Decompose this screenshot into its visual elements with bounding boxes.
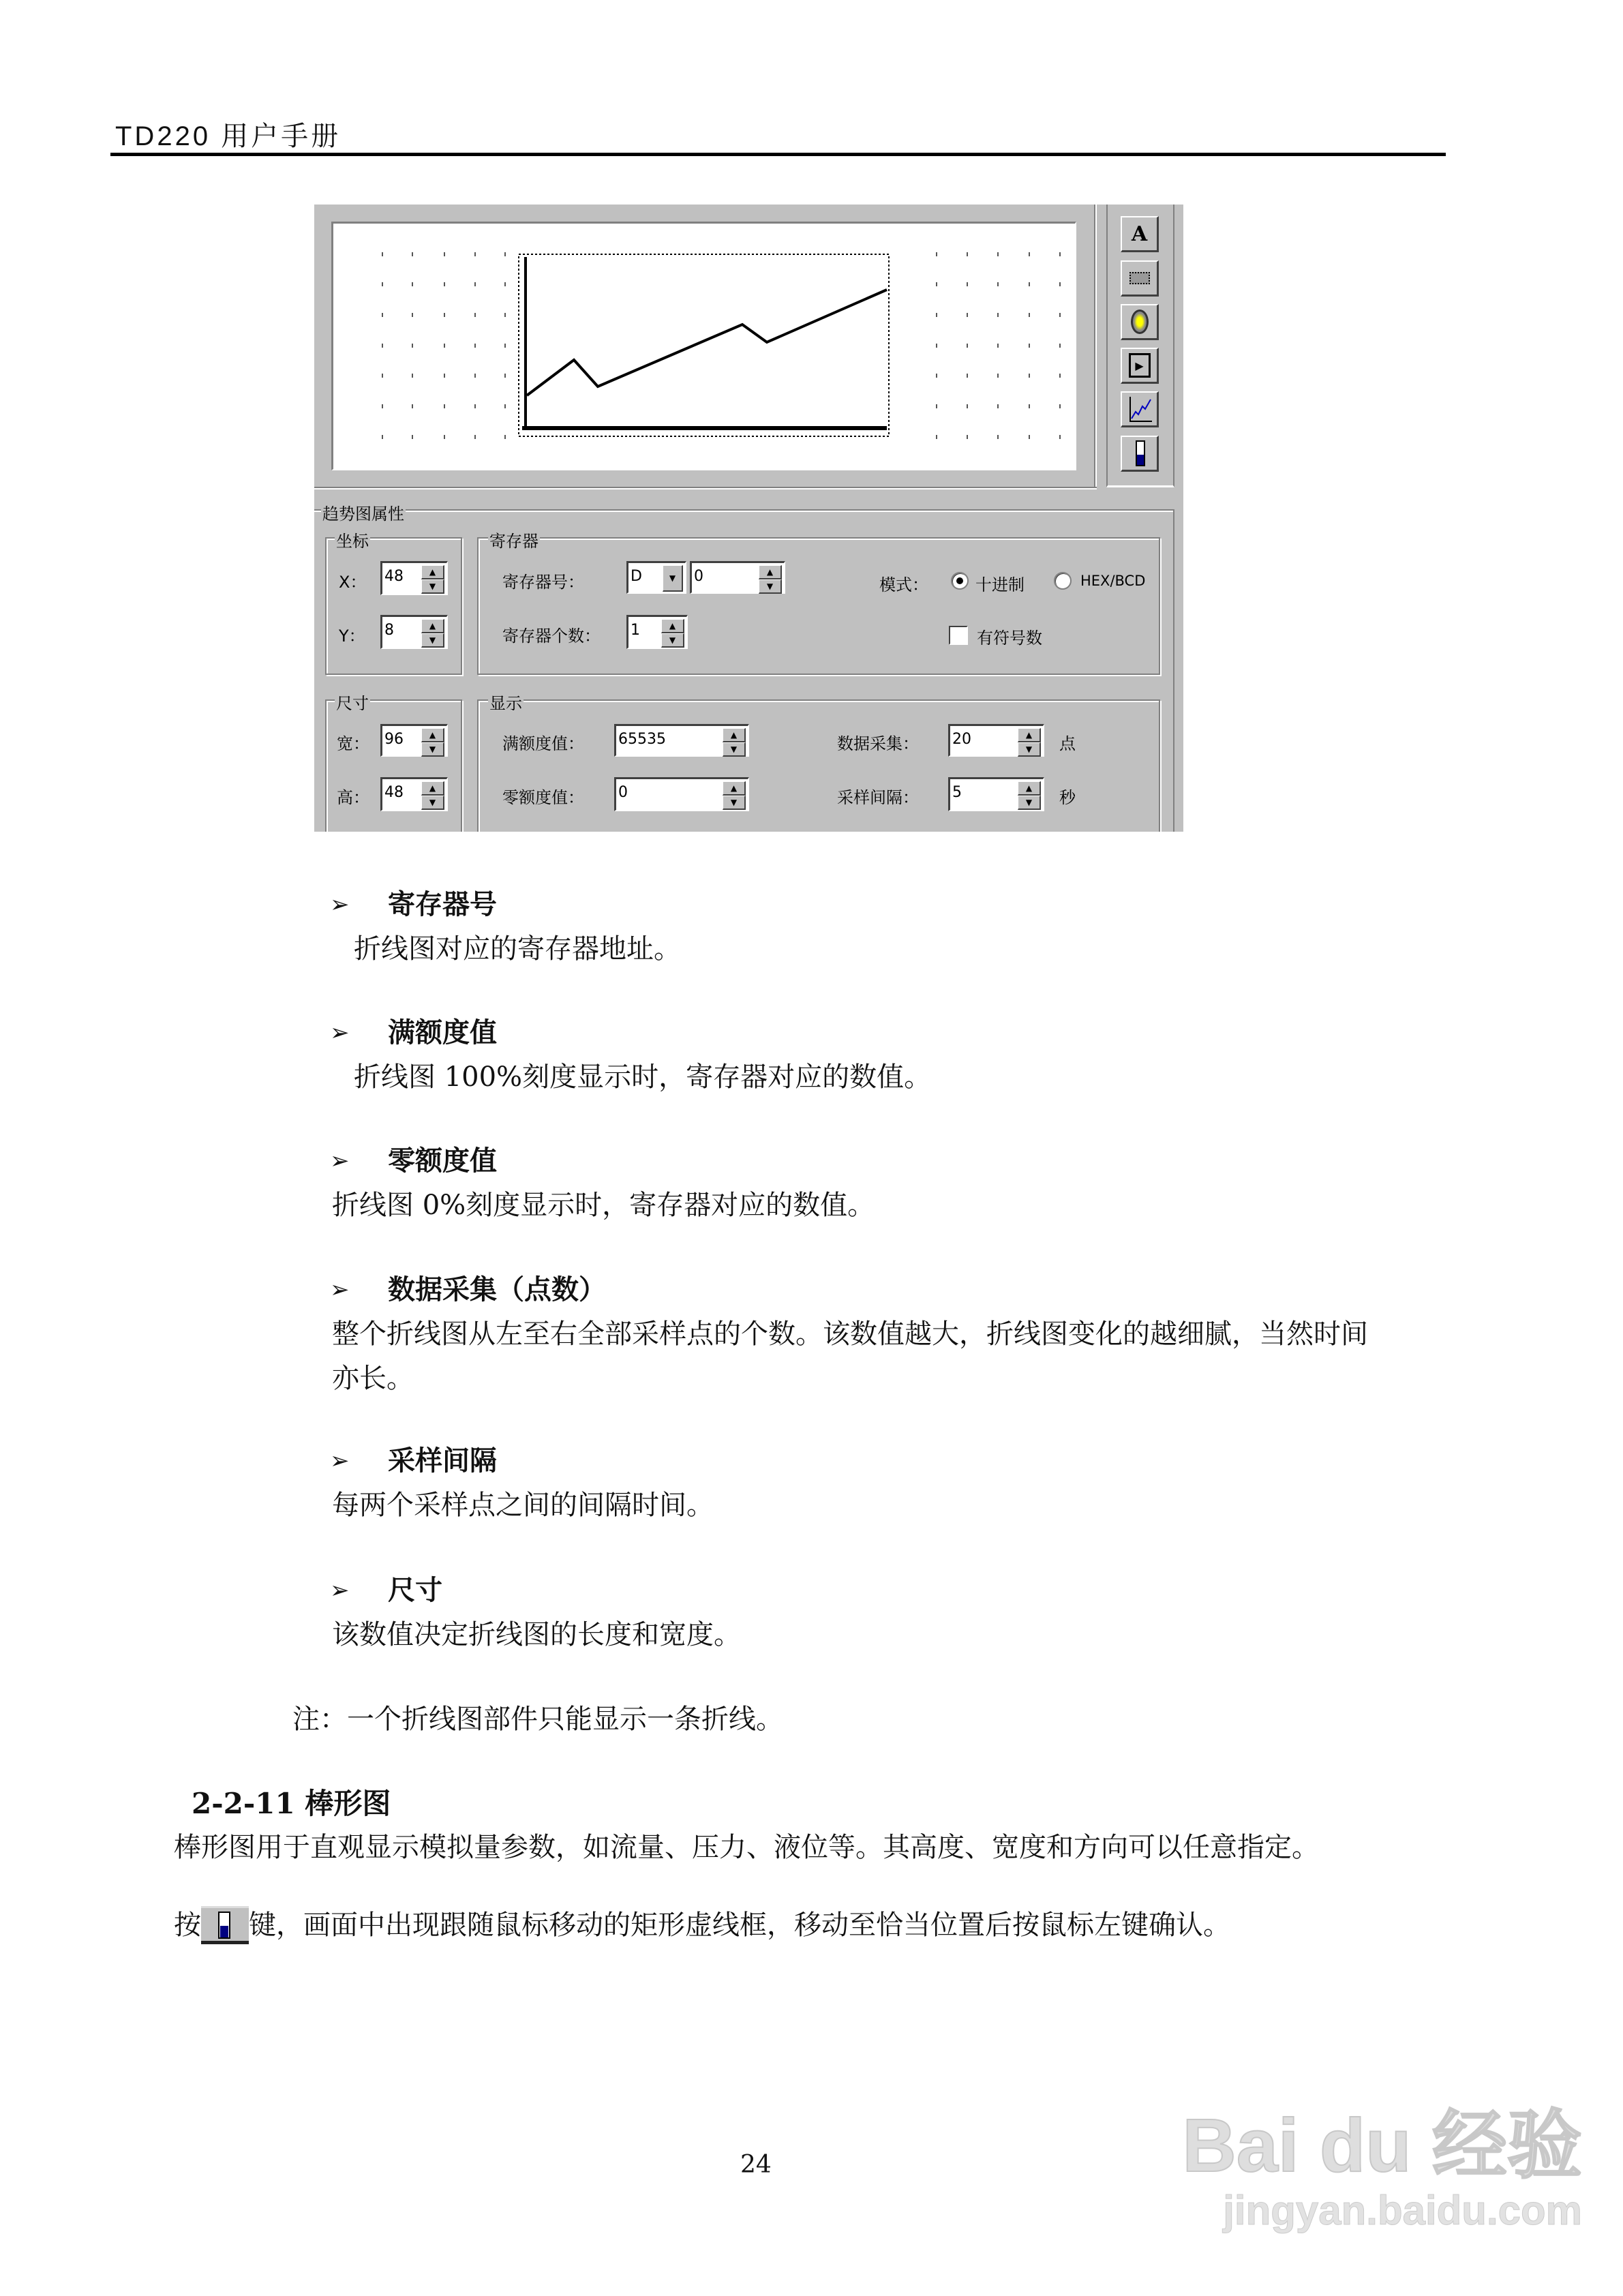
bullet-arrow-icon: ➢ — [330, 1577, 350, 1604]
item-title: 满额度值 — [388, 1016, 497, 1048]
grid-dot — [474, 374, 476, 378]
lamp-tool-button[interactable] — [1121, 304, 1159, 340]
grid-dot — [1029, 404, 1030, 408]
selection-frame — [519, 254, 889, 436]
grid-dot — [997, 252, 999, 256]
page-number: 24 — [740, 2151, 772, 2179]
button-icon: ▶ — [1129, 353, 1151, 378]
grid-dot — [382, 282, 383, 286]
coord-group — [325, 537, 462, 675]
height-spinner[interactable] — [380, 777, 448, 811]
spin-up[interactable]: ▲ — [723, 728, 746, 742]
button-tool-button[interactable] — [1121, 348, 1159, 384]
item-desc: 每两个采样点之间的间隔时间。 — [332, 1490, 714, 1521]
interval-unit: 秒 — [1059, 788, 1076, 807]
spin-up[interactable]: ▲ — [1018, 781, 1041, 796]
samples-value: 20 — [952, 731, 971, 748]
grid-dot — [412, 374, 413, 378]
full-scale-value: 65535 — [618, 731, 666, 748]
height-label: 高： — [337, 788, 369, 807]
grid-dot — [1029, 252, 1030, 256]
samples-spinner[interactable] — [948, 724, 1044, 757]
note: 注：一个折线图部件只能显示一条折线。 — [292, 1704, 783, 1735]
spin-down[interactable]: ▼ — [1018, 742, 1041, 757]
spin-up[interactable]: ▲ — [759, 565, 782, 579]
grid-dot — [444, 344, 445, 348]
interval-value: 5 — [952, 784, 962, 801]
watermark-url: jingyan.baidu.com — [1223, 2188, 1582, 2233]
grid-dot — [1029, 313, 1030, 317]
spin-down[interactable]: ▼ — [661, 633, 684, 648]
grid-dot — [1059, 374, 1061, 378]
grid-dot — [474, 344, 476, 348]
grid-dot — [967, 374, 968, 378]
mode-dec-radio[interactable] — [951, 572, 969, 590]
instruction-line — [174, 1906, 1230, 1942]
grid-dot — [967, 404, 968, 408]
item-desc: 该数值决定折线图的长度和宽度。 — [332, 1619, 741, 1650]
spin-up[interactable]: ▲ — [421, 728, 444, 742]
item-title: 采样间隔 — [388, 1445, 497, 1477]
grid-dot — [504, 282, 506, 286]
bullet-arrow-icon: ➢ — [330, 1147, 350, 1175]
grid-dot — [1059, 252, 1061, 256]
grid-dot — [1029, 344, 1030, 348]
chevron-down-icon[interactable]: ▼ — [663, 565, 683, 592]
spin-up[interactable]: ▲ — [661, 619, 684, 633]
grid-dot — [504, 404, 506, 408]
width-label: 宽： — [337, 734, 369, 753]
register-type-value: D — [631, 568, 642, 585]
grid-dot — [504, 374, 506, 378]
grid-dot — [936, 282, 937, 286]
grid-dot — [997, 313, 999, 317]
width-value: 96 — [384, 731, 404, 748]
register-no-value: 0 — [694, 568, 703, 585]
grid-dot — [967, 282, 968, 286]
item-desc: 折线图对应的寄存器地址。 — [354, 933, 681, 965]
grid-dot — [412, 313, 413, 317]
grid-dot — [444, 282, 445, 286]
trend-chart-preview — [331, 222, 1073, 467]
text-tool-button[interactable] — [1121, 216, 1159, 252]
grid-dot — [997, 344, 999, 348]
grid-dot — [444, 404, 445, 408]
grid-dot — [382, 344, 383, 348]
register-type-select[interactable] — [626, 561, 686, 594]
zero-scale-spinner[interactable] — [614, 777, 749, 811]
grid-dot — [412, 435, 413, 439]
grid-dot — [474, 282, 476, 286]
grid-dot — [504, 252, 506, 256]
grid-dot — [382, 313, 383, 317]
signed-label: 有符号数 — [977, 629, 1042, 648]
instruction-prefix: 按 — [174, 1909, 201, 1941]
samples-unit: 点 — [1059, 734, 1076, 753]
spin-up[interactable]: ▲ — [421, 781, 444, 796]
item-desc: 亦长。 — [332, 1363, 414, 1394]
register-count-label: 寄存器个数： — [502, 626, 601, 646]
header-title: TD220 用户手册 — [115, 121, 342, 151]
y-spinner[interactable] — [380, 615, 448, 649]
interval-label: 采样间隔： — [837, 788, 919, 807]
x-value: 48 — [384, 568, 404, 585]
grid-dot — [997, 435, 999, 439]
signed-checkbox[interactable] — [949, 626, 968, 645]
grid-dot — [444, 252, 445, 256]
bar-graph-button-icon — [201, 1906, 249, 1944]
grid-dot — [1059, 404, 1061, 408]
trend-tool-button[interactable] — [1121, 391, 1159, 427]
grid-dot — [412, 282, 413, 286]
grid-dot — [936, 344, 937, 348]
section-paragraph: 棒形图用于直观显示模拟量参数，如流量、压力、液位等。其高度、宽度和方向可以任意指定。 — [174, 1832, 1319, 1863]
item-title: 零额度值 — [388, 1145, 497, 1177]
text-icon: A — [1131, 222, 1148, 246]
grid-dot — [967, 313, 968, 317]
grid-dot — [936, 313, 937, 317]
full-scale-spinner[interactable] — [614, 724, 749, 757]
register-count-value: 1 — [631, 622, 640, 639]
zero-scale-value: 0 — [618, 784, 628, 801]
spin-down[interactable]: ▼ — [723, 796, 746, 810]
item-desc: 折线图 100%刻度显示时，寄存器对应的数值。 — [354, 1061, 932, 1093]
grid-dot — [936, 435, 937, 439]
display-group-title: 显示 — [488, 690, 524, 714]
design-canvas[interactable] — [331, 222, 1076, 470]
register-group — [477, 537, 1160, 675]
y-value: 8 — [384, 622, 394, 639]
register-no-spinner[interactable] — [690, 561, 785, 594]
grid-dot — [412, 404, 413, 408]
grid-dot — [474, 313, 476, 317]
display-group — [477, 699, 1160, 832]
lamp-icon — [1131, 309, 1149, 334]
grid-dot — [967, 344, 968, 348]
height-value: 48 — [384, 784, 404, 801]
grid-dot — [1059, 282, 1061, 286]
grid-dot — [504, 435, 506, 439]
grid-dot — [997, 282, 999, 286]
grid-dot — [474, 404, 476, 408]
numeric-display-icon — [1129, 272, 1150, 284]
grid-dot — [444, 374, 445, 378]
grid-dot — [1029, 374, 1030, 378]
register-no-label: 寄存器号： — [502, 573, 584, 592]
group-title: 趋势图属性 — [321, 500, 406, 524]
grid-dot — [504, 313, 506, 317]
grid-dot — [444, 435, 445, 439]
mode-hex-label: HEX/BCD — [1080, 573, 1146, 589]
mode-hex-radio[interactable] — [1054, 572, 1072, 590]
width-spinner[interactable] — [380, 724, 448, 757]
bullet-arrow-icon: ➢ — [330, 1447, 350, 1475]
grid-dot — [997, 404, 999, 408]
spin-up[interactable]: ▲ — [1018, 728, 1041, 742]
register-count-spinner[interactable] — [626, 615, 688, 649]
baidu-jingyan-watermark — [1182, 2105, 1582, 2235]
register-group-title: 寄存器 — [488, 528, 540, 552]
spin-down[interactable]: ▼ — [1018, 796, 1041, 810]
grid-dot — [936, 252, 937, 256]
item-title: 数据采集（点数） — [388, 1273, 606, 1305]
item-desc: 折线图 0%刻度显示时，寄存器对应的数值。 — [332, 1190, 875, 1221]
mode-dec-label: 十进制 — [975, 575, 1025, 594]
grid-dot — [412, 344, 413, 348]
grid-dot — [936, 374, 937, 378]
divider — [314, 487, 1097, 489]
x-spinner[interactable] — [380, 561, 448, 595]
size-group — [325, 699, 462, 832]
watermark-brand: Bai du 经验 — [1182, 2104, 1582, 2188]
grid-dot — [382, 252, 383, 256]
grid-dot — [997, 374, 999, 378]
interval-spinner[interactable] — [948, 777, 1044, 811]
mode-label: 模式： — [879, 575, 928, 594]
grid-dot — [382, 435, 383, 439]
spin-down[interactable]: ▼ — [421, 742, 444, 757]
grid-dot — [967, 252, 968, 256]
bullet-arrow-icon: ➢ — [330, 1019, 350, 1046]
header-rule — [110, 153, 1446, 156]
grid-dot — [936, 404, 937, 408]
grid-dot — [474, 252, 476, 256]
trend-chart-icon — [1126, 394, 1153, 424]
grid-dot — [382, 374, 383, 378]
bar-graph-icon — [1129, 438, 1150, 468]
spin-down[interactable]: ▼ — [759, 579, 782, 594]
grid-dot — [967, 435, 968, 439]
spin-up[interactable]: ▲ — [723, 781, 746, 796]
instruction-text: 键，画面中出现跟随鼠标移动的矩形虚线框，移动至恰当位置后按鼠标左键确认。 — [249, 1909, 1230, 1941]
spin-down[interactable]: ▼ — [421, 633, 444, 648]
item-title: 尺寸 — [388, 1574, 442, 1606]
grid-dot — [1029, 435, 1030, 439]
samples-label: 数据采集： — [837, 734, 919, 753]
size-group-title: 尺寸 — [335, 690, 370, 714]
grid-dot — [444, 313, 445, 317]
grid-dot — [1029, 282, 1030, 286]
y-label: Y： — [339, 626, 365, 646]
bullet-arrow-icon: ➢ — [330, 891, 350, 918]
grid-dot — [1059, 313, 1061, 317]
trend-line — [527, 290, 887, 395]
spin-up[interactable]: ▲ — [421, 565, 444, 579]
divider — [1094, 205, 1097, 488]
item-title: 寄存器号 — [388, 888, 497, 920]
full-scale-label: 满额度值： — [502, 734, 584, 753]
grid-dot — [382, 404, 383, 408]
grid-dot — [412, 252, 413, 256]
spin-down[interactable]: ▼ — [421, 796, 444, 810]
numeric-tool-button[interactable] — [1121, 260, 1159, 297]
bar-graph-tool-button[interactable] — [1121, 436, 1159, 472]
grid-dot — [1059, 435, 1061, 439]
grid-dot — [1059, 344, 1061, 348]
section-heading: 2-2-11 棒形图 — [192, 1787, 391, 1820]
coord-group-title: 坐标 — [335, 528, 370, 552]
grid-dot — [504, 344, 506, 348]
spin-up[interactable]: ▲ — [421, 619, 444, 633]
x-label: X： — [339, 573, 367, 592]
trend-chart-properties-screenshot — [314, 205, 1183, 832]
item-desc: 整个折线图从左至右全部采样点的个数。该数值越大，折线图变化的越细腻，当然时间 — [332, 1318, 1368, 1350]
zero-scale-label: 零额度值： — [502, 788, 584, 807]
bullet-arrow-icon: ➢ — [330, 1276, 350, 1303]
spin-down[interactable]: ▼ — [723, 742, 746, 757]
spin-down[interactable]: ▼ — [421, 579, 444, 594]
grid-dot — [474, 435, 476, 439]
